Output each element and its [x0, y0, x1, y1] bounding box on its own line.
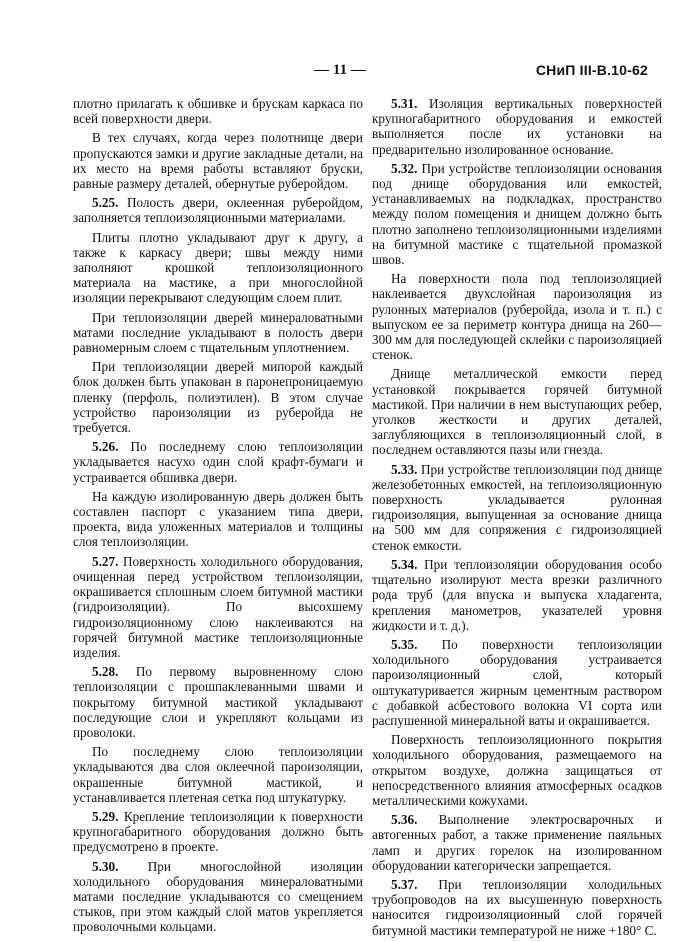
paragraph-text: Полость двери, оклеенная руберойдом, заполняется теплоизоляционными материалами.: [73, 195, 364, 226]
paragraph: [372, 732, 662, 808]
paragraph: [73, 130, 363, 191]
paragraph-text: Изоляция вертикальных поверхностей крупногабаритного оборудования и емкостей выполняется после их установки на предварительно изолированное основание.: [372, 96, 663, 157]
paragraph: [73, 96, 363, 126]
paragraph-text: При теплоизоляции дверей мипорой каждый блок должен быть упакован в паронепроницаемую пленку (перфоль, полиэтилен). В этом случае устройство пароизоляции из руберойда не требуется.: [73, 359, 363, 436]
clause-number: 5.28.: [92, 664, 119, 680]
paragraph-text: Выполнение электросварочных и автогенных работ, а также применение паяльных ламп и других горелок на изолированном оборудовании категорически запрещается.: [372, 812, 662, 873]
paragraph-text: По последнему слою теплоизоляции укладывается насухо один слой крафт-бумаги и устраивается обшивка двери.: [73, 439, 363, 485]
paragraph-text: При теплоизоляции дверей минераловатными матами последние укладывают в полость двери равномерным слоем с тщательным уплотнением.: [73, 309, 363, 356]
paragraph: [73, 310, 363, 356]
paragraph-text: По поверхности теплоизоляции холодильного оборудования устраивается пароизоляционный слой, который оштукатуривается жирным цементным раствором с добавкой асбестового волокна VI сорта или распушенной минеральной ваты и окрашивается.: [372, 636, 663, 728]
paragraph: [372, 812, 662, 873]
paragraph-text: Поверхность холодильного оборудования, очищенная перед устройством теплоизоляции, окрашивается сплошным слоем битумной мастики (гидроизоляции). По высохшему гидроизоляционному слою наклеиваются на горячей битумной мастике теплоизоляционные изделия.: [73, 553, 363, 660]
page-number: — 11 —: [314, 62, 366, 78]
clause-number: 5.35.: [391, 636, 418, 652]
clause-number: 5.29.: [92, 808, 119, 824]
paragraph: [73, 359, 363, 435]
paragraph: [73, 809, 363, 855]
paragraph-text: При устройстве теплоизоляции основания под днище оборудования или емкостей, устанавливаемых на подкладках, пространство между полом помещения и днищем должно быть плотно заполнено теплоизоляционными изделиями на битумной мастике с тщательной промазкой швов.: [372, 160, 662, 268]
paragraph: [73, 195, 363, 225]
paragraph-text: Плиты плотно укладывают друг к другу, а также к каркасу двери; швы между ними заполняют крошкой теплоизоляционного материала на мастике, а при многослойной изоляции перекрывают следующим слоем плит.: [73, 229, 363, 306]
paragraph-text: При многослойной изоляции холодильного оборудования минераловатными матами последние укладываются со смещением стыков, при этом каждый слой матов укрепляется проволочными кольцами.: [73, 858, 363, 935]
clause-number: 5.25.: [92, 195, 119, 211]
paragraph: [73, 859, 363, 935]
clause-number: 5.31.: [391, 96, 418, 111]
paragraph-text: При теплоизоляции оборудования особо тщательно изолируют места врезки различного рода труб (для впуска и выпуска хладагента, крепления манометров, указателей уровня жидкости и т. д.).: [372, 556, 663, 633]
clause-number: 5.30.: [92, 858, 119, 874]
page-header: [0, 62, 700, 82]
paragraph: [372, 462, 662, 553]
paragraph-text: По первому выровненному слою теплоизоляции с прошпаклеванными швами и покрытому битумной мастикой укладывают последующие слои и укрепляют кольцами из проволоки.: [73, 664, 364, 740]
paragraph: [73, 744, 363, 805]
paragraph: [372, 366, 662, 457]
clause-number: 5.26.: [92, 439, 119, 455]
paragraph: [372, 637, 662, 728]
paragraph-text: Крепление теплоизоляции к поверхности крупногабаритного оборудования должно быть предусмотрено в проекте.: [73, 808, 363, 855]
left-text-column: [73, 96, 363, 939]
paragraph: [73, 664, 363, 740]
clause-number: 5.36.: [391, 812, 418, 828]
paragraph-text: При устройстве теплоизоляции под днище железобетонных емкостей, на теплоизоляционную поверхность укладывается рулонная гидроизоляция, выпущенная за основание днища на 500 мм для сопряжения с гидроизоляцией стенок емкости.: [372, 461, 662, 553]
paragraph: [372, 96, 662, 157]
paragraph-text: По последнему слою теплоизоляции укладываются два слоя оклеечной пароизоляции, окрашенные битумной мастикой, и устанавливается плетеная сетка под штукатурку.: [73, 744, 363, 805]
paragraph-text: В тех случаях, когда через полотнище двери пропускаются замки и другие закладные детали, на их место на время работы вставляют бруски, равные размеру деталей, обернутые руберойдом.: [73, 130, 363, 192]
clause-number: 5.32.: [391, 160, 418, 176]
paragraph-text: плотно прилагать к обшивке и брускам каркаса по всей поверхности двери.: [73, 96, 363, 127]
clause-number: 5.34.: [391, 556, 418, 572]
clause-number: 5.37.: [391, 876, 418, 892]
right-text-column: [372, 96, 662, 942]
paragraph: [372, 161, 662, 267]
paragraph: [372, 877, 662, 938]
paragraph-text: Днище металлической емкости перед установкой покрывается горячей битумной мастикой. При наличии в нем выступающих ребер, уголков жесткости и других деталей, заглубляющихся в теплоизоляционный слой, в последнем оставляются пазы или гнезда.: [372, 366, 662, 458]
paragraph-text: На каждую изолированную дверь должен быть составлен паспорт с указанием типа двери, проекта, вида уложенных материалов и толщины слоя теплоизоляции.: [73, 488, 363, 550]
paragraph: [372, 271, 662, 362]
paragraph: [73, 439, 363, 485]
document-code: СНиП III-В.10-62: [535, 62, 648, 78]
clause-number: 5.27.: [92, 553, 119, 569]
paragraph: [372, 557, 662, 633]
paragraph: [73, 230, 363, 306]
paragraph: [73, 554, 363, 660]
paragraph-text: На поверхности пола под теплоизоляцией наклеивается двухслойная пароизоляция из рулонных материалов (руберойда, изола и т. п.) с выпуском ее за периметр контура днища на 260—300 мм для последующей склейки с пароизоляцией стенок.: [372, 271, 662, 363]
clause-number: 5.33.: [391, 461, 418, 477]
paragraph-text: При теплоизоляции холодильных трубопроводов на их высушенную поверхность наносится гидроизоляционный слой горячей битумной мастики температурой не ниже +180° С.: [372, 876, 662, 938]
paragraph-text: Поверхность теплоизоляционного покрытия холодильного оборудования, размещаемого на открытом воздухе, должна защищаться от непосредственного влияния атмосферных осадков металлическими кожухами.: [372, 732, 662, 808]
paragraph: [73, 489, 363, 550]
